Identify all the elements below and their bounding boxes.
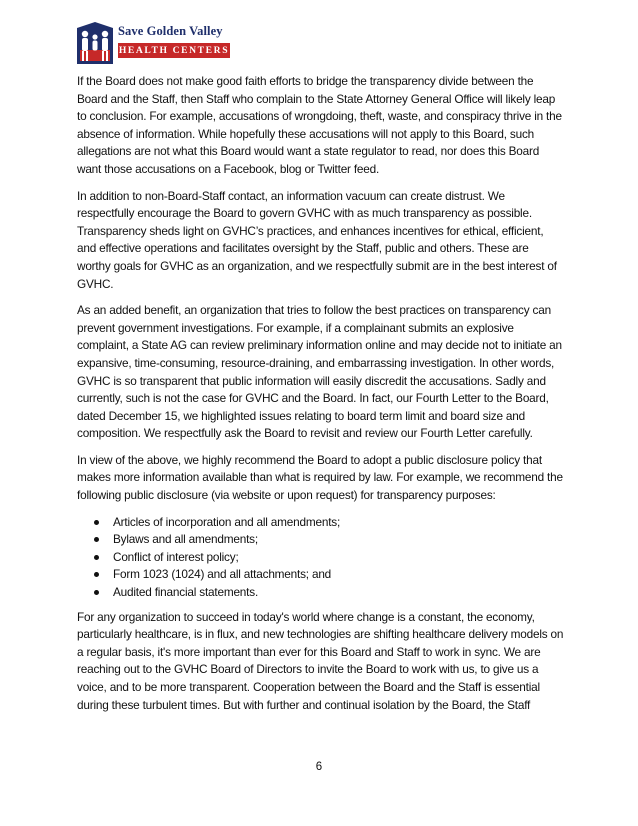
bullet-icon [94,555,99,560]
bullet-icon [94,590,99,595]
list-item [77,566,565,584]
list-item [77,584,565,602]
paragraph: In view of the above, we highly recommend the Board to adopt a public disclosure policy that makes more information available than what is required by law. For example, we recommend the following public disclosure (via website or upon request) for transparency purposes: [77,452,563,503]
list-item-text: Articles of incorporation and all amendments; [113,514,341,529]
list-item-text: Audited financial statements. [113,585,259,600]
paragraph: If the Board does not make good faith efforts to bridge the transparency divide between the Board and the Staff, then Staff who complain to the State Attorney General Office will likely leap to conclusion. For example, accusations of wrongdoing, theft, waste, and conspiracy thrive in the absence of information. While hopefully these accusations will not apply to this Board, such allegations are not what this Board would want a state regulator to read, nor does this Board want those accusations on a Facebook, blog or Twitter feed. [77,74,562,176]
logo-subtitle: HEALTH CENTERS [118,45,230,56]
list-item-text: Bylaws and all amendments; [113,532,258,547]
paragraph: In addition to non-Board-Staff contact, an information vacuum can create distrust. We respectfully encourage the Board to govern GVHC with as much transparency as possible. Transparency sheds light on GVHC’s practices, and enhances incentives for ethical, efficient, and effective operations and facilitates oversight by the Staff, public and others. These are worthy goals for GVHC as an organization, and we respectfully submit are in the best interest of GVHC. [77,188,557,291]
logo [74,20,230,66]
list-item [77,549,565,567]
bullet-icon [94,537,99,542]
list-item-text: Conflict of interest policy; [113,549,239,564]
letter-body [77,73,565,723]
logo-band [118,43,230,58]
bullet-icon [94,572,99,577]
family-icon [74,20,116,66]
bullet-icon [94,520,99,525]
closing-paragraph: For any organization to succeed in today's world where change is a constant, the economy, particularly healthcare, is in flux, and new technologies are shifting healthcare delivery models on a regular basis, it's more important than ever for this Board and Staff to work in sync. We are reaching out to the GVHC Board of Directors to invite the Board to work with us, to give us a voice, and to be more transparent. Cooperation between the Board and the Staff is essential during these turbulent times. But with further and continual isolation by the Board, the Staff [77,609,564,712]
list-item [77,531,565,549]
page-number: 6 [315,761,323,773]
disclosure-list [77,514,565,602]
paragraph: As an added benefit, an organization that tries to follow the best practices on transparency can prevent government investigations. For example, if a complainant submits an explosive complaint, a State AG can review preliminary information online and may decide not to initiate an expansive, time-consuming, resource-draining, and embarrassing investigation. In other words, GVHC is so transparent that public information will easily discredit the accusations. Sadly and currently, such is not the case for GVHC and the Board. In fact, our Fourth Letter to the Board, dated December 15, we highlighted issues relating to board term limit and board size and composition. We respectfully ask the Board to revisit and review our Fourth Letter carefully. [77,303,562,441]
list-item-text: Form 1023 (1024) and all attachments; and [113,567,332,582]
logo-title: Save Golden Valley [118,24,223,38]
list-item [77,514,565,532]
